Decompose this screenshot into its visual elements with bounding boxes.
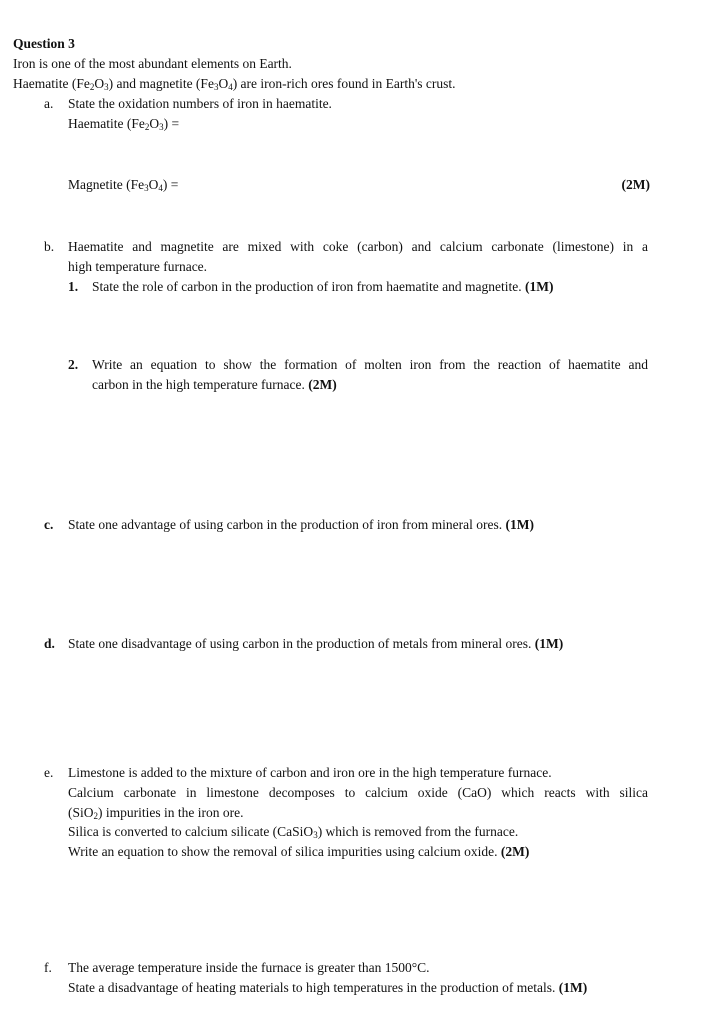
part-b-line-1: Haematite and magnetite are mixed with coke (carbon) and calcium carbonate (limestone) in a [68,239,648,254]
part-b1-marks: (1M) [524,279,554,294]
part-f-label: f. [44,960,52,975]
part-d-marks: (1M) [534,636,564,651]
part-b-label: b. [44,239,55,254]
part-e-marks: (2M) [500,844,530,859]
haematite-answer-line: Haematite $(Fe_2O_3)$ = [68,116,180,132]
part-b2-marks: (2M) [308,377,337,392]
part-e-line-1: Limestone is added to the mixture of carbon and iron ore in the high temperature furnace. [68,765,552,780]
part-a-marks: (2M) [621,177,650,192]
part-f-line-2: State a disadvantage of heating materials to high temperatures in the production of metals. (1M) [68,980,588,995]
part-b2-line-1: Write an equation to show the formation of molten iron from the reaction of haematite and [92,357,648,372]
intro-line-2: Haematite $(Fe_2O_3)$ and magnetite $(Fe_3O_4)$ are iron-rich ores found in Earth's crust. [13,76,456,92]
part-e-label: e. [44,765,54,780]
part-f-line-1: The average temperature inside the furnace is greater than 1500°C. [68,960,430,975]
part-d-question: State one disadvantage of using carbon in the production of metals from mineral ores. (1M) [68,636,564,651]
part-c-question: State one advantage of using carbon in the production of iron from mineral ores. (1M) [68,517,534,532]
part-a-label: a. [44,96,54,111]
part-b2-number: 2. [68,357,79,372]
part-b2-line-2: carbon in the high temperature furnace. (2M) [92,377,337,392]
magnetite-answer-line: Magnetite $(Fe_3O_4)$ = [68,177,179,193]
part-b-line-2: high temperature furnace. [68,259,208,274]
part-e-line-3: (SiO$_2$) impurities in the iron ore. [68,805,244,821]
part-f-marks: (1M) [558,980,588,995]
part-a-question: State the oxidation numbers of iron in haematite. [68,96,332,111]
part-e-line-5: Write an equation to show the removal of silica impurities using calcium oxide. (2M) [68,844,530,859]
intro-line-1: Iron is one of the most abundant elements on Earth. [13,56,292,71]
question-title: Question 3 [13,36,75,51]
part-b1-number: 1. [68,279,79,294]
part-b1-question: State the role of carbon in the production of iron from haematite and magnetite. (1M) [92,279,554,294]
part-c-marks: (1M) [505,517,534,532]
part-e-line-2: Calcium carbonate in limestone decomposes to calcium oxide (CaO) which reacts with silica [68,785,648,800]
part-d-label: d. [44,636,55,651]
part-c-label: c. [44,517,54,532]
part-e-line-4: Silica is converted to calcium silicate (CaSiO$_3$) which is removed from the furnace. [68,824,519,840]
